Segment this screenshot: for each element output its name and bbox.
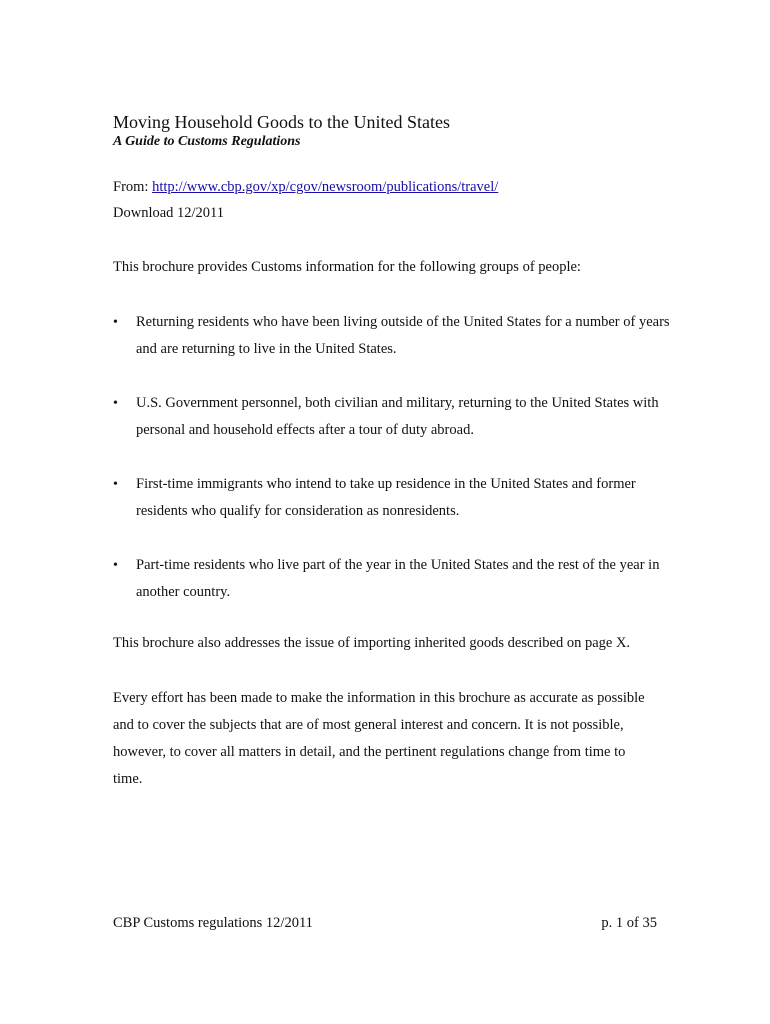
document-title: Moving Household Goods to the United States xyxy=(113,112,450,132)
bullet-icon: • xyxy=(113,315,118,330)
source-line xyxy=(113,178,498,196)
intro-paragraph: This brochure provides Customs information for the following groups of people: xyxy=(113,259,581,275)
source-label: From: xyxy=(113,179,153,195)
download-date: Download 12/2011 xyxy=(113,205,225,221)
footer-title: CBP Customs regulations 12/2011 xyxy=(113,915,313,931)
page-number: p. 1 of 35 xyxy=(601,915,657,931)
inherited-goods-note: This brochure also addresses the issue of importing inherited goods described on page X. xyxy=(113,635,631,651)
bullet-icon: • xyxy=(113,396,118,411)
bullet-text: Returning residents who have been living outside of the United States for a number of years and are returning to live in the United States. xyxy=(136,314,670,357)
source-link[interactable]: http://www.cbp.gov/xp/cgov/newsroom/publications/travel/ xyxy=(152,179,499,195)
bullet-text: Part-time residents who live part of the year in the United States and the rest of the year in another country. xyxy=(136,557,660,600)
bullet-text: U.S. Government personnel, both civilian and military, returning to the United States with personal and household effects after a tour of duty abroad. xyxy=(136,395,659,438)
bullet-text: First-time immigrants who intend to take up residence in the United States and former residents who qualify for consideration as nonresidents. xyxy=(136,476,636,519)
document-subtitle: A Guide to Customs Regulations xyxy=(113,134,301,149)
bullet-icon: • xyxy=(113,558,118,573)
disclaimer-paragraph: Every effort has been made to make the information in this brochure as accurate as possible and to cover the subjects that are of most general interest and concern. It is not possible, however, to cover all matters in detail, and the pertinent regulations change from time to time. xyxy=(113,690,645,787)
bullet-icon: • xyxy=(113,477,118,492)
